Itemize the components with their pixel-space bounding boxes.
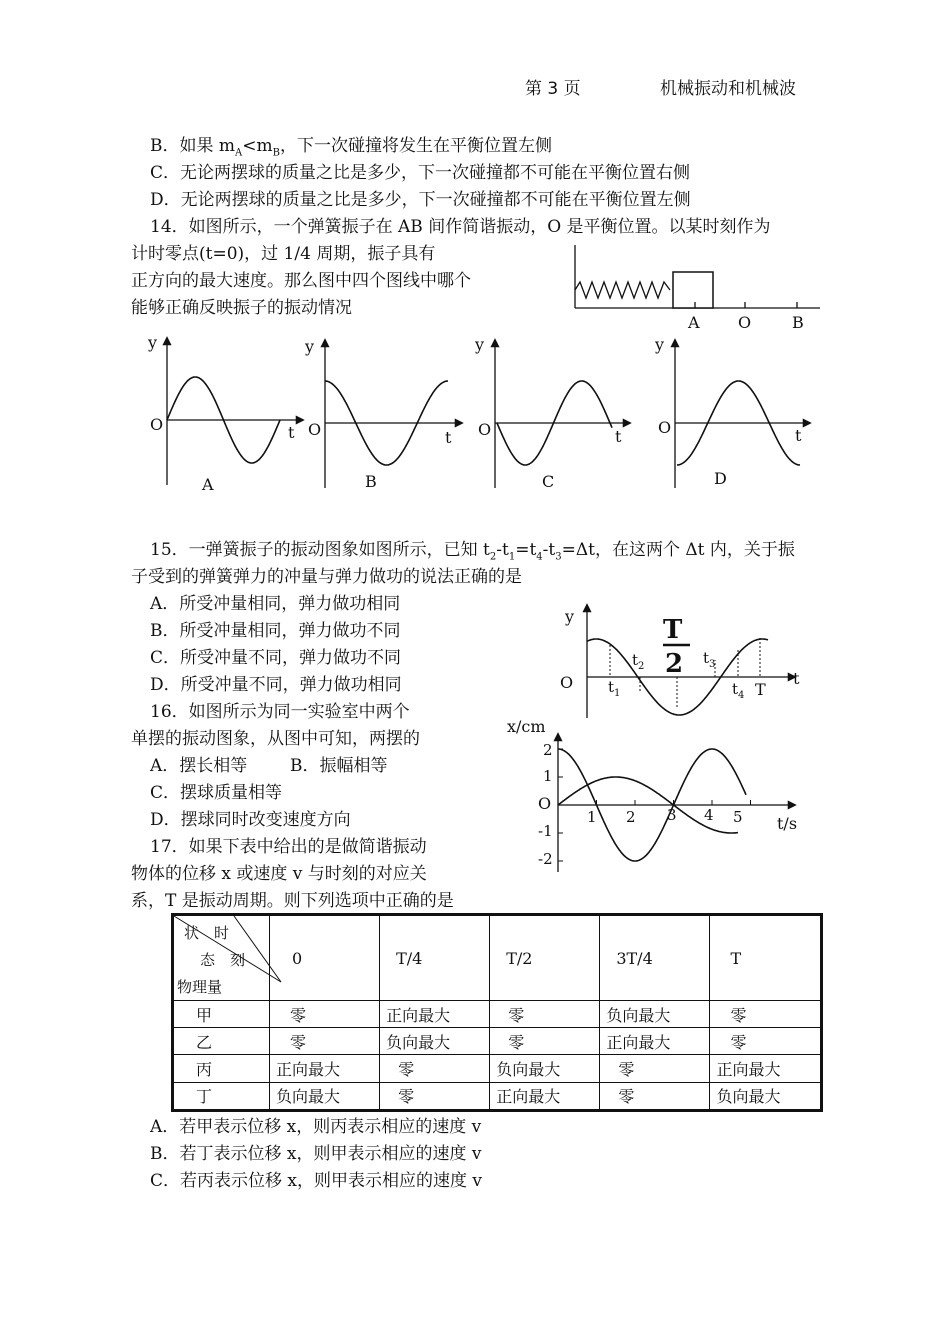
q14-line-4: 能够正确反映振子的振动情况	[131, 298, 352, 318]
svg-text:C: C	[542, 472, 555, 491]
mass-block	[673, 272, 713, 308]
q14-line-3: 正方向的最大速度。那么图中四个图线中哪个	[131, 271, 471, 291]
graph-a	[147, 333, 303, 494]
svg-text:t: t	[445, 428, 452, 447]
q16-line-2: 单摆的振动图象，从图中可知，两摆的	[131, 729, 420, 749]
svg-text:y: y	[565, 607, 575, 626]
svg-text:2: 2	[665, 649, 684, 679]
q17-line-2: 物体的位移 x 或速度 v 与时刻的对应关	[131, 864, 427, 884]
svg-text:A: A	[202, 475, 214, 494]
q15-option-d: D．所受冲量不同，弹力做功相同	[150, 675, 402, 695]
svg-text:-1: -1	[538, 822, 553, 840]
q13-option-b: B．如果 $m_A<m_B$，下一次碰撞将发生在平衡位置左侧	[150, 136, 552, 159]
svg-text:-2: -2	[538, 850, 553, 868]
q17-option-a: A．若甲表示位移 x，则丙表示相应的速度 v	[150, 1117, 482, 1137]
q17-option-c: C．若丙表示位移 x，则甲表示相应的速度 v	[150, 1171, 483, 1191]
q16-graph	[505, 712, 815, 877]
svg-text:2: 2	[626, 808, 636, 826]
table-row: 甲 零 正向最大 零 负向最大 零	[173, 1001, 822, 1028]
table-row: 丙 正向最大 零 负向最大 零 正向最大	[173, 1055, 822, 1082]
q16-option-a: A．摆长相等	[150, 756, 248, 776]
col-header: 3T/4	[600, 915, 710, 1001]
table-row: 丁 负向最大 零 正向最大 零 负向最大	[173, 1082, 822, 1110]
q16-option-c: C．摆球质量相等	[150, 783, 283, 803]
svg-text:3: 3	[667, 806, 677, 824]
svg-text:5: 5	[733, 808, 743, 826]
q15-line-1: 15．一弹簧振子的振动图象如图所示，已知 $t_2-t_1=t_4-t_3=\Delta t$，在这两个 Δt 内，关于振	[150, 540, 795, 563]
q14-graphs	[140, 330, 820, 500]
svg-text:t1: $t_1$	[608, 678, 621, 699]
state-table	[171, 913, 823, 1112]
svg-text:t2: $t_2$	[632, 651, 645, 672]
col-header: T/2	[490, 915, 600, 1001]
q14-line-1: 14．如图所示，一个弹簧振子在 AB 间作简谐振动，O 是平衡位置。以某时刻作为	[150, 217, 771, 237]
col-header: T	[710, 915, 822, 1001]
svg-text:y: y	[655, 335, 665, 354]
q15-option-c: C．所受冲量不同，弹力做功不同	[150, 648, 402, 668]
q15-option-b: B．所受冲量相同，弹力做功不同	[150, 621, 401, 641]
svg-text:t3: $t_3$	[703, 649, 716, 670]
page-title: 机械振动和机械波	[660, 79, 796, 99]
label-a: A	[688, 313, 700, 332]
svg-text:O: O	[308, 420, 322, 439]
q16-option-d: D．摆球同时改变速度方向	[150, 810, 351, 830]
svg-text:y: y	[148, 333, 158, 352]
svg-text:t: t	[793, 669, 800, 688]
svg-text:O: O	[538, 794, 552, 813]
graph-c	[474, 335, 630, 491]
spring	[575, 282, 670, 298]
q15-line-2: 子受到的弹簧弹力的冲量与弹力做功的说法正确的是	[131, 567, 522, 587]
svg-text:y: y	[305, 337, 315, 356]
q17-option-b: B．若丁表示位移 x，则甲表示相应的速度 v	[150, 1144, 482, 1164]
table-header-row	[173, 915, 822, 1001]
svg-text:2: 2	[543, 741, 553, 759]
svg-text:t: t	[615, 427, 622, 446]
svg-text:O: O	[478, 420, 492, 439]
svg-text:O: O	[560, 673, 574, 692]
col-header: T/4	[380, 915, 490, 1001]
svg-text:T: T	[663, 615, 683, 645]
svg-text:t/s: t/s	[777, 814, 798, 833]
svg-text:t: t	[795, 426, 802, 445]
q17-line-3: 系，T 是振动周期。则下列选项中正确的是	[131, 891, 454, 911]
svg-text:t: t	[288, 423, 295, 442]
svg-text:O: O	[150, 415, 164, 434]
svg-text:O: O	[658, 418, 672, 437]
table-row: 乙 零 负向最大 零 正向最大 零	[173, 1028, 822, 1055]
q15-option-a: A．所受冲量相同，弹力做功相同	[150, 594, 401, 614]
page-number: 第 3 页	[525, 79, 581, 99]
svg-text:1: 1	[543, 767, 553, 785]
graph-b	[304, 337, 462, 491]
q15-graph	[555, 600, 815, 720]
graph-d	[654, 335, 810, 488]
q17-line-1: 17．如果下表中给出的是做简谐振动	[150, 837, 427, 857]
svg-text:T: T	[755, 680, 766, 699]
spring-oscillator-diagram	[570, 240, 830, 340]
label-o: O	[738, 313, 752, 332]
svg-text:x/cm: x/cm	[507, 717, 546, 736]
svg-text:4: 4	[704, 806, 714, 824]
label-b: B	[792, 313, 804, 332]
col-header: 0	[270, 915, 380, 1001]
svg-text:1: 1	[587, 808, 597, 826]
svg-text:t4: $t_4$	[732, 680, 745, 701]
q14-line-2: 计时零点(t=0)，过 1/4 周期，振子具有	[131, 244, 436, 264]
svg-text:D: D	[714, 469, 727, 488]
q16-line-1: 16．如图所示为同一实验室中两个	[150, 702, 410, 722]
q13-option-d: D．无论两摆球的质量之比是多少，下一次碰撞都不可能在平衡位置左侧	[150, 190, 691, 210]
svg-text:B: B	[365, 472, 377, 491]
q13-option-c: C．无论两摆球的质量之比是多少，下一次碰撞都不可能在平衡位置右侧	[150, 163, 691, 183]
table-corner-cell: 状 时 态 刻 物理量	[173, 915, 270, 1001]
q16-option-b: B．振幅相等	[290, 756, 388, 776]
svg-text:y: y	[475, 335, 485, 354]
